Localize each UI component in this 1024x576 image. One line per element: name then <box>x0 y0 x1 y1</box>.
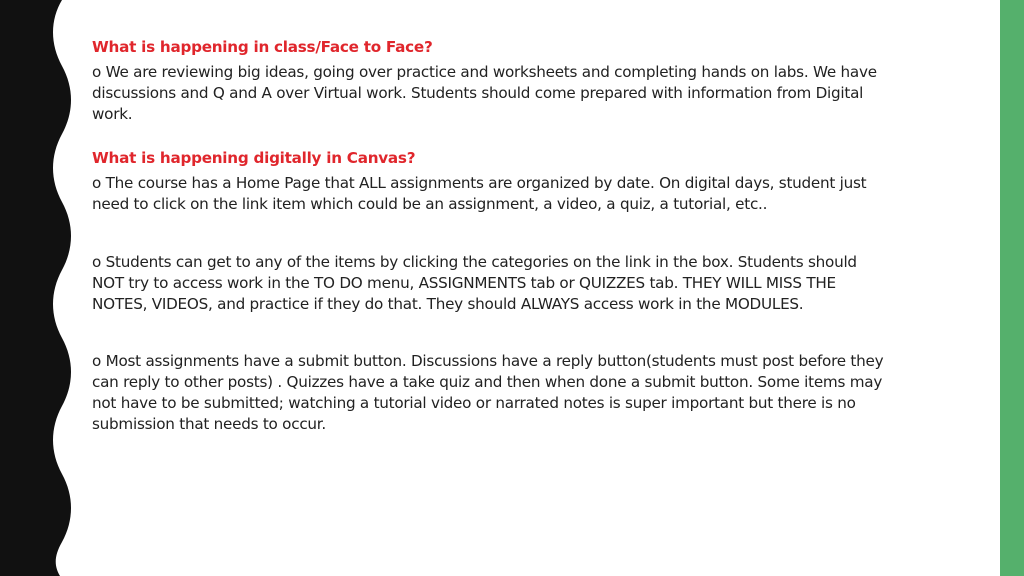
section2-paragraph-3: o Most assignments have a submit button. Discussions have a reply button(students must post before they can reply to other posts) . Quizzes have a take quiz and then when done a submit button. Some items may not have to be submitted; watching a tutorial video or narrated notes is super important but there is no submission that needs to occur. <box>92 352 884 433</box>
right-green-bar <box>1000 0 1024 576</box>
section2-heading: What is happening digitally in Canvas? <box>92 149 416 167</box>
section2-paragraph-2: o Students can get to any of the items by clicking the categories on the link in the box. Students should NOT try to access work in the TO DO menu, ASSIGNMENTS tab or QUIZZES tab. THEY WILL MISS THE NOTES, VIDEOS, and practice if they do that. They should ALWAYS access work in the MODULES. <box>92 253 857 313</box>
spacer <box>92 125 892 147</box>
section2-paragraph-1: o The course has a Home Page that ALL assignments are organized by date. On digital days, student just need to click on the link item which could be an assignment, a video, a quiz, a tutorial, etc.. <box>92 174 867 213</box>
section1-paragraph: o We are reviewing big ideas, going over practice and worksheets and completing hands on labs. We have discussions and Q and A over Virtual work. Students should come prepared with information from Digital work. <box>92 63 877 123</box>
wavy-edge-shape <box>0 0 71 576</box>
section1-heading: What is happening in class/Face to Face? <box>92 38 433 56</box>
spacer <box>92 215 892 248</box>
slide-content <box>92 36 892 435</box>
left-wavy-band <box>0 0 80 576</box>
spacer <box>92 315 892 347</box>
